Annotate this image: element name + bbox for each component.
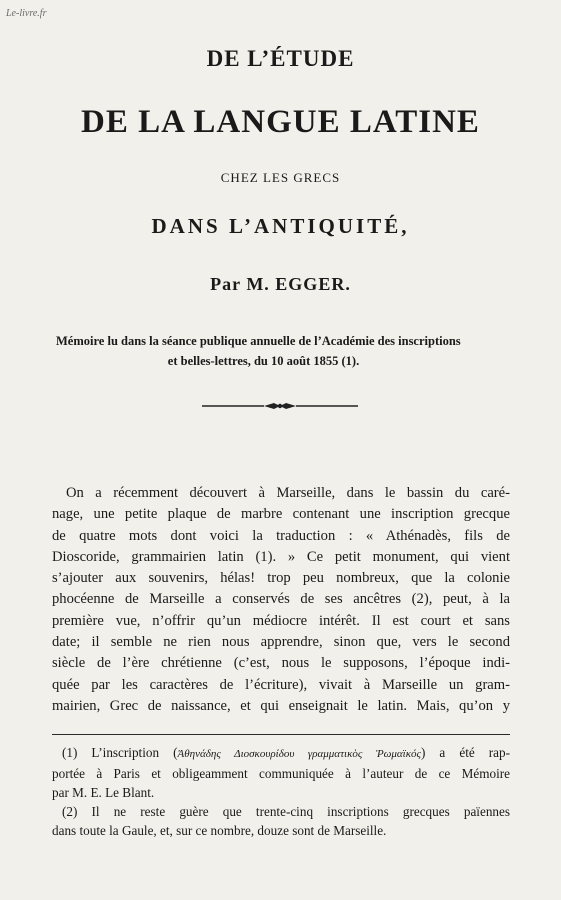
title-line-4: DANS L’ANTIQUITÉ,: [151, 214, 410, 238]
body-line: s’ajouter aux souvenirs, hélas! trop peu nombreux, que la colonie: [52, 570, 510, 587]
title-line-2: DE LA LANGUE LATINE: [81, 104, 480, 140]
title-line-3: CHEZ LES GRECS: [220, 170, 341, 185]
footnote-2-line-1: (2) Il ne reste guère que trente-cinq inscriptions grecques païennes: [62, 804, 510, 819]
memoire-line-1: Mémoire lu dans la séance publique annuelle de l’Académie des inscriptions: [56, 334, 461, 348]
title-line-1: DE L’ÉTUDE: [206, 46, 355, 71]
footnote-1-line-2: portée à Paris et obligeamment communiquée à l’auteur de ce Mémoire: [52, 766, 510, 781]
greek-inscription: Ἀθηνάδης Διοσκουρίδου γραμματικὸς Ῥωμαϊκός: [177, 748, 421, 760]
body-line: première vue, n’offrir qu’un médiocre intérêt. Il est court et sans: [52, 612, 510, 629]
body-line: date; il semble ne rien nous apprendre, sinon que, vers le second: [52, 634, 510, 651]
body-paragraph: [52, 483, 510, 717]
body-line: nage, une petite plaque de marbre contenant une inscription grecque: [52, 506, 510, 523]
footnote-2-line-2: dans toute la Gaule, et, sur ce nombre, douze sont de Marseille.: [52, 823, 387, 838]
author-line: Par M. EGGER.: [210, 274, 351, 294]
body-line: Dioscoride, grammairien latin (1). » Ce petit monument, qui vient: [52, 548, 510, 565]
ornament-divider: [202, 400, 358, 412]
body-line: mairien, Grec de naissance, et qui enseignait le latin. Mais, qu’on y: [52, 697, 510, 714]
body-line: quée par les caractères de l’écriture), vivait à Marseille un gram-: [52, 676, 510, 693]
body-line: siècle de l’ère chrétienne (c’est, nous le supposons, l’époque indi-: [52, 655, 510, 672]
body-line: On a récemment découvert à Marseille, dans le bassin du caré-: [66, 485, 510, 501]
footnote-1-line-3: par M. E. Le Blant.: [52, 785, 155, 800]
memoire-note: [56, 331, 511, 371]
watermark: Le-livre.fr: [6, 8, 47, 19]
footnotes: [52, 743, 510, 840]
footnote-1-line-1: (1) L’inscription (Ἀθηνάδης Διοσκουρίδου γραμματικὸς Ῥωμαϊκός) a été rap-: [62, 745, 510, 760]
memoire-line-2: et belles-lettres, du 10 août 1855 (1).: [167, 354, 360, 368]
footnote-rule: [52, 734, 510, 735]
body-line: phocéenne de Marseille a conservés de ses ancêtres (2), peut, à la: [52, 591, 510, 608]
body-line: de quatre mots dont voici la traduction : « Athénadès, fils de: [52, 527, 510, 544]
